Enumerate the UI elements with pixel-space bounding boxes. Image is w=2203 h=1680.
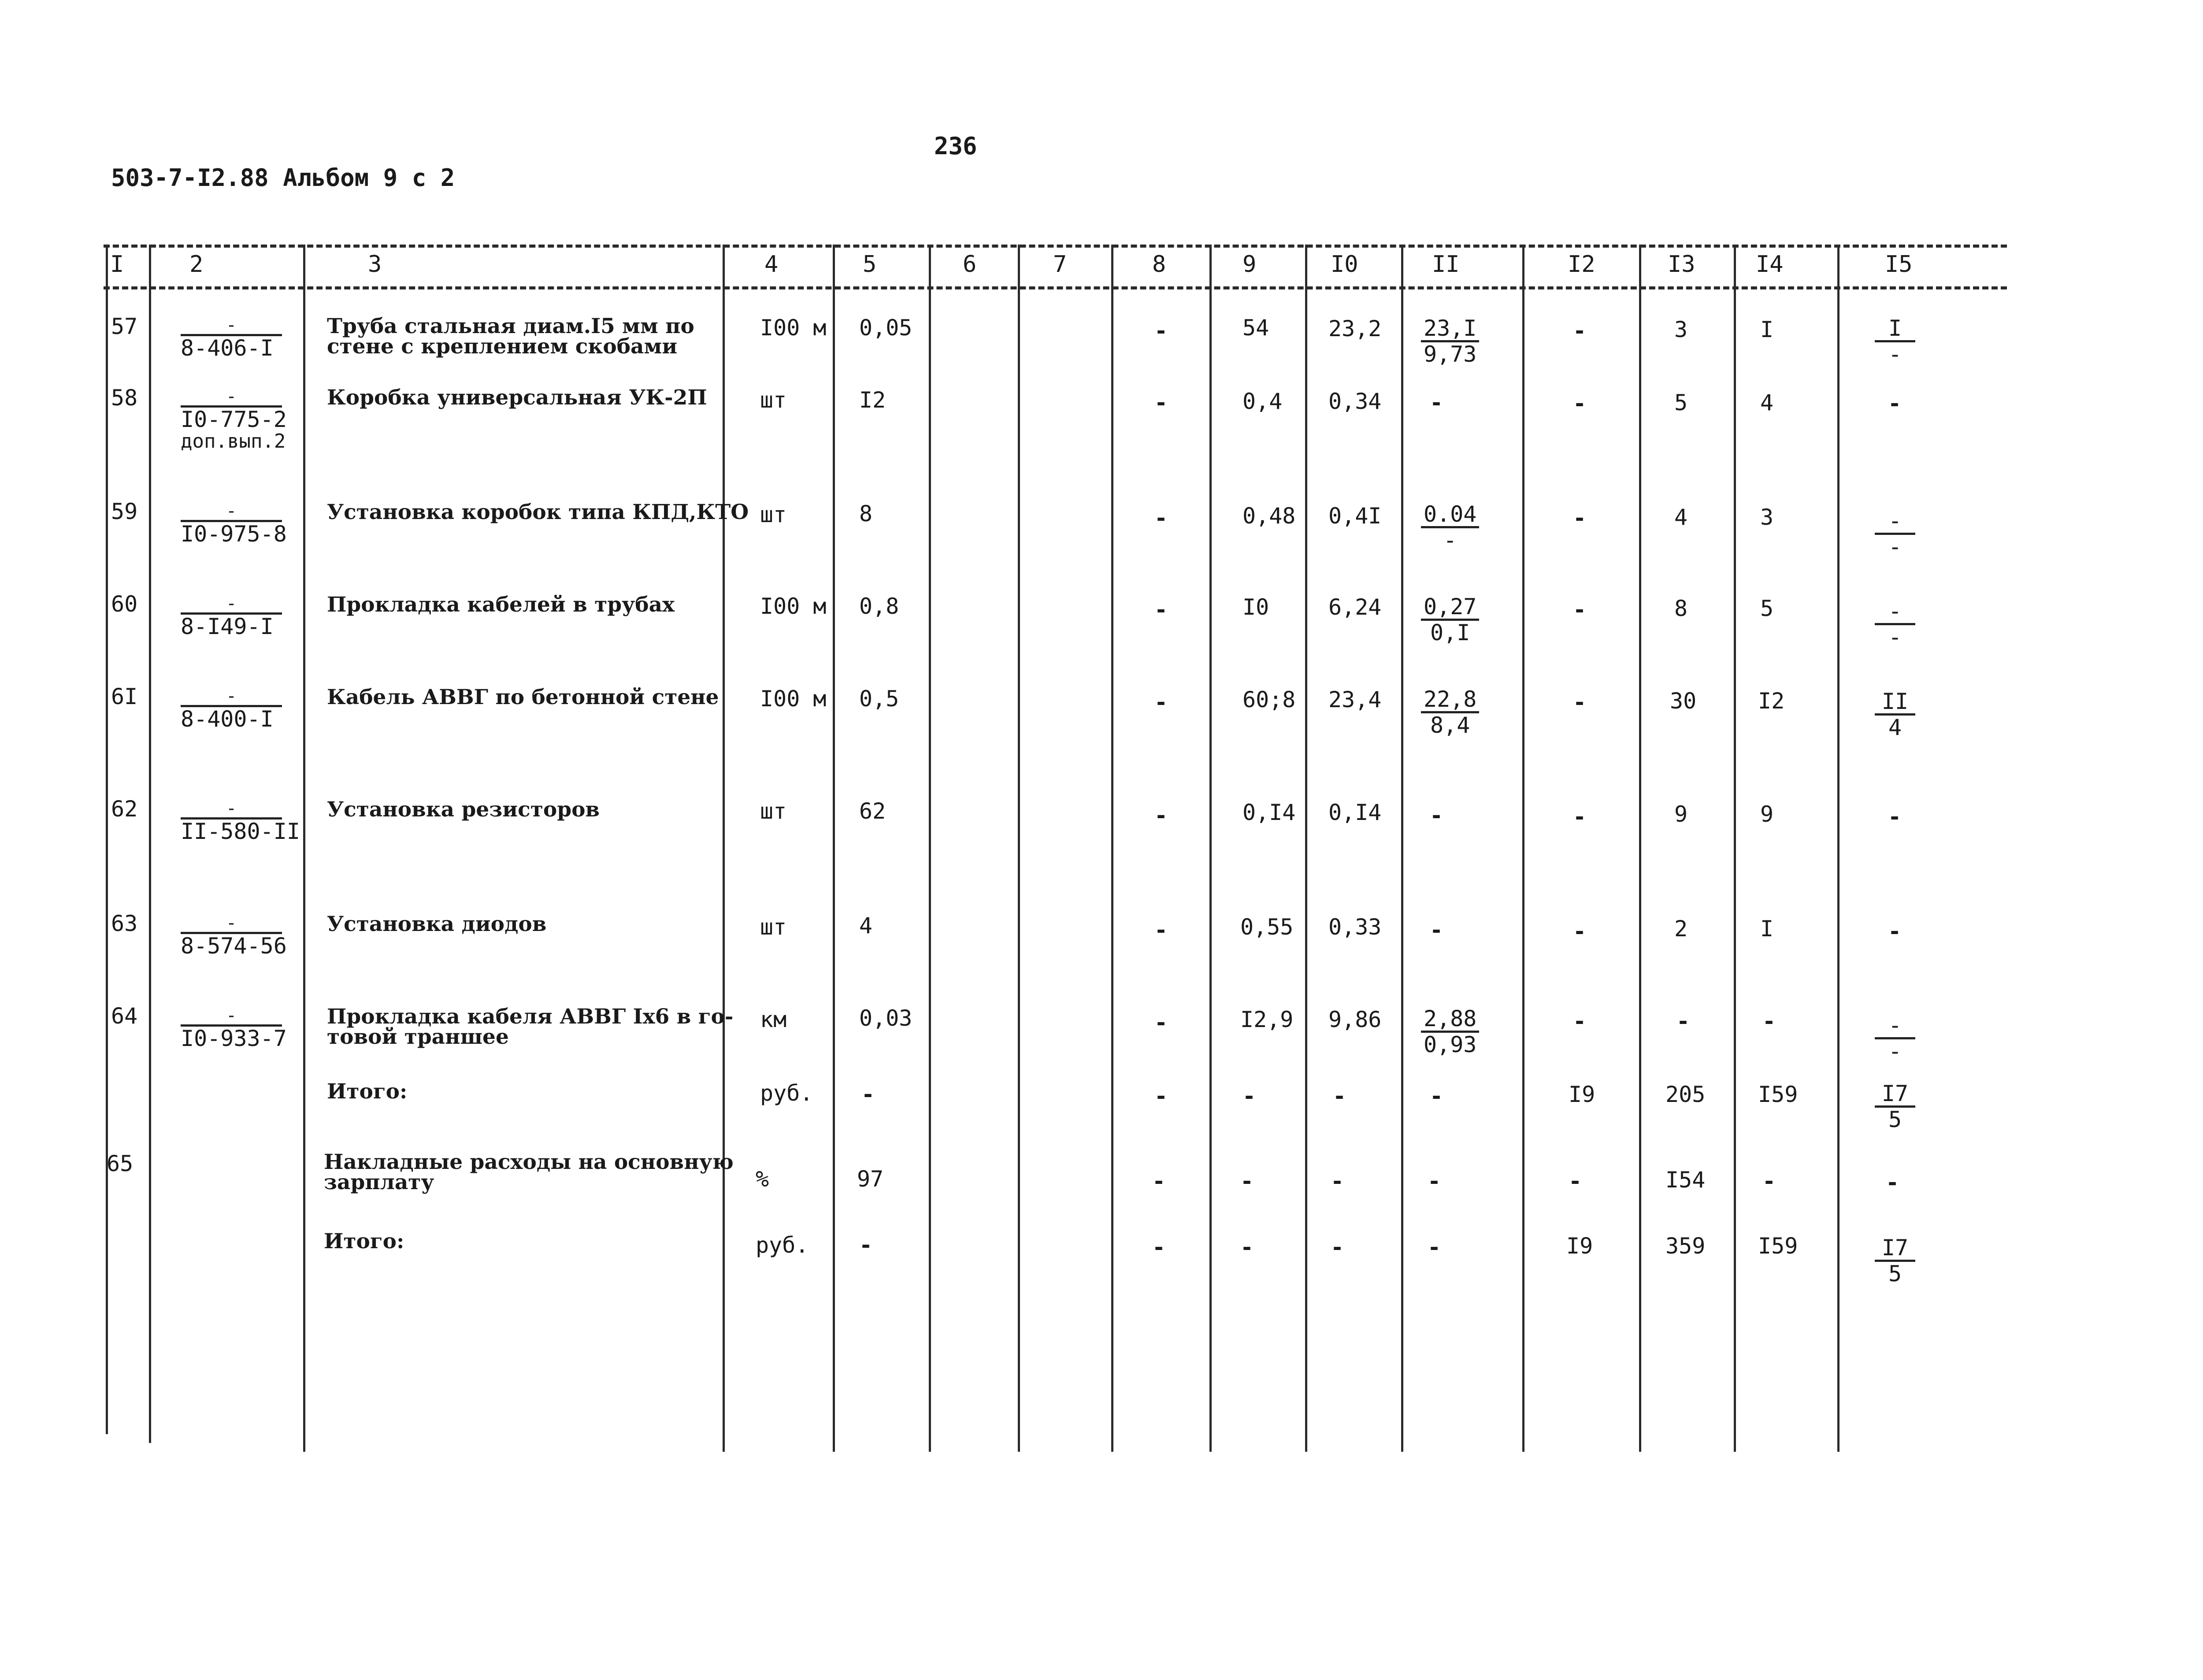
row-number: 57 [111,314,138,339]
price-code: - I0-975-8 [181,501,287,547]
description-line: зарплату [324,1170,434,1194]
col8: - [1154,803,1168,828]
column-divider [929,245,931,1452]
total-label: Итого: [327,1079,408,1104]
document-code: 503-7-I2.88 Альбом 9 с 2 [111,164,455,192]
col9: - [1240,1168,1254,1194]
col9: 60;8 [1242,687,1296,712]
header-top-rule [104,245,2007,248]
total-label: Итого: [324,1229,404,1254]
header-bottom-rule [104,286,2007,289]
col11: - [1430,917,1443,943]
col9: 0,48 [1242,503,1296,529]
col14: I [1760,916,1774,942]
description-line: Установка резисторов [327,797,600,822]
col14: 9 [1760,801,1774,827]
col15: - - [1875,509,1915,559]
quantity: - [859,1232,873,1258]
row-number: 58 [111,385,138,411]
col13: 205 [1665,1082,1706,1107]
col9: 54 [1242,315,1269,341]
col8: - [1154,597,1168,623]
description-line: Прокладка кабеля АВВГ Iх6 в го- [327,1005,734,1029]
col10: 23,4 [1328,687,1382,712]
col9: - [1240,1235,1254,1260]
col15: - [1886,1170,1899,1195]
column-divider [723,245,725,1452]
col10: 0,I4 [1328,800,1382,825]
col12: - [1573,391,1587,416]
unit: I00 м [760,315,827,341]
col12: - [1573,597,1587,623]
quantity: I2 [859,387,886,413]
col11: - [1428,1235,1441,1260]
column-header: I3 [1668,251,1695,278]
col13: 4 [1674,504,1688,530]
col12: - [1573,505,1587,531]
col12: - [1573,690,1587,715]
column-divider [106,245,108,1434]
column-header: I2 [1568,251,1595,278]
col14: I59 [1758,1233,1798,1259]
col11: $\frac{23,I}{9,73}$ [1421,316,1479,366]
col14: I59 [1758,1082,1798,1107]
description-line: товой траншее [327,1025,509,1049]
description-line: Накладные расходы на основную [324,1150,734,1174]
price-code: - 8-574-56 [181,913,287,959]
col13: 5 [1674,390,1688,415]
col11: - [1428,1168,1441,1194]
col14: - [1762,1009,1776,1034]
column-divider [1522,245,1524,1452]
quantity: 0,03 [859,1005,912,1031]
column-divider [1305,245,1307,1452]
column-divider [1209,245,1212,1452]
col8: - [1154,390,1168,415]
column-divider [1111,245,1113,1452]
description-line: Установка коробок типа КПД,КТО [327,500,749,524]
column-header: 4 [764,251,779,278]
col8: - [1152,1235,1166,1260]
col14: - [1762,1168,1776,1194]
unit: шт [760,914,787,940]
unit: шт [760,387,787,413]
unit: км [760,1007,787,1032]
col13: 2 [1674,916,1688,942]
col9: I0 [1242,594,1269,620]
column-divider [1734,245,1736,1452]
col10: 0,33 [1328,914,1382,940]
column-header: 9 [1242,251,1257,278]
col8: - [1154,917,1168,943]
col15: $\frac{II}{4}$ [1875,690,1915,739]
col13: 359 [1665,1233,1706,1259]
col13: - [1676,1009,1690,1034]
price-code: - II-580-II [181,798,300,844]
col10: 9,86 [1328,1007,1382,1032]
row-number: 60 [111,591,138,617]
col14: 4 [1760,390,1774,415]
col13: I54 [1665,1167,1706,1193]
unit: I00 м [760,686,827,712]
column-header: I4 [1756,251,1784,278]
col9: 0,I4 [1242,800,1296,825]
col8: - [1154,1010,1168,1035]
quantity: - [861,1082,875,1107]
description-line: Коробка универсальная УК-2П [327,386,707,410]
page-number: 236 [934,132,977,160]
price-code: - 8-400-I [181,687,304,731]
col14: 5 [1760,596,1774,621]
col15: - [1888,804,1902,830]
col8: - [1152,1168,1166,1194]
col8: - [1154,505,1168,531]
col13: 3 [1674,317,1688,342]
quantity: 62 [859,798,886,824]
col15: - - [1875,599,1915,649]
col14: I2 [1758,688,1785,714]
description-line: стене с креплением скобами [327,334,678,359]
price-code: - 8-406-I [181,316,304,360]
col12: I9 [1566,1233,1593,1259]
description-line: Труба стальная диам.I5 мм по [327,314,694,338]
col10: - [1333,1083,1346,1109]
unit: шт [760,502,787,527]
unit: % [756,1166,769,1192]
col11: $\frac{0,27}{0,I}$ [1421,595,1479,645]
column-divider [1837,245,1840,1452]
col10: 0,34 [1328,389,1382,414]
row-number: 6I [111,684,138,709]
col15: - - [1875,1013,1915,1063]
description-line: Кабель АВВГ по бетонной стене [327,685,719,709]
col8: - [1154,318,1168,344]
col10: 0,4I [1328,503,1382,529]
unit: руб. [756,1232,809,1258]
col9: - [1242,1083,1256,1109]
col15: - [1888,919,1902,944]
col13: 9 [1674,801,1688,827]
price-code: - I0-775-2 доп.вып.2 [181,386,287,452]
unit: I00 м [760,593,827,619]
column-divider [1018,245,1020,1452]
column-divider [1401,245,1403,1452]
col15: $\frac{I7}{5}$ [1875,1236,1915,1286]
col12: - [1573,804,1587,830]
col11: - [1430,390,1443,415]
column-header: II [1432,251,1460,278]
col15: - [1888,391,1902,416]
row-number: 65 [107,1151,134,1176]
col8: - [1154,690,1168,715]
col12: - [1573,318,1587,344]
col13: 8 [1674,596,1688,621]
col12: - [1573,919,1587,944]
quantity: 0,5 [859,686,899,712]
column-header: 8 [1152,251,1166,278]
column-header: 5 [863,251,877,278]
col12: - [1573,1009,1587,1034]
col14: I [1760,317,1774,342]
column-header: 6 [963,251,977,278]
col9: 0,4 [1242,389,1283,414]
col9: 0,55 [1240,914,1294,940]
unit: руб. [760,1080,813,1106]
column-divider [1639,245,1641,1452]
quantity: 97 [857,1166,884,1192]
col10: - [1331,1168,1344,1194]
col12: I9 [1569,1082,1595,1107]
price-code: - I0-933-7 [181,1005,287,1051]
unit: шт [760,798,787,824]
col10: 6,24 [1328,594,1382,620]
column-header: 7 [1053,251,1067,278]
column-header: I [110,251,124,278]
quantity: 0,8 [859,593,899,619]
col14: 3 [1760,504,1774,530]
col11: - [1430,1083,1443,1109]
column-header: 2 [189,251,204,278]
row-number: 64 [111,1003,138,1029]
col9: I2,9 [1240,1007,1294,1032]
column-divider [833,245,835,1452]
description-line: Установка диодов [327,912,547,936]
column-header: I5 [1885,251,1913,278]
quantity: 8 [859,501,873,527]
column-header: 3 [368,251,382,278]
col8: - [1154,1083,1168,1109]
col15: $\frac{I7}{5}$ [1875,1082,1915,1131]
col12: - [1569,1168,1582,1194]
row-number: 59 [111,499,138,524]
column-header: I0 [1331,251,1358,278]
col10: 23,2 [1328,316,1382,341]
quantity: 4 [859,913,873,938]
row-number: 63 [111,911,138,936]
col15: I - [1875,316,1915,366]
col13: 30 [1670,688,1697,714]
quantity: 0,05 [859,315,912,341]
col11: $\frac{2,88}{0,93}$ [1421,1007,1479,1057]
column-divider [149,245,151,1443]
col11: $\frac{22,8}{8,4}$ [1421,687,1479,737]
col11: 0.04 - [1421,502,1479,552]
price-code: - 8-I49-I [181,595,304,638]
col11: - [1430,803,1443,828]
row-number: 62 [111,796,138,822]
col10: - [1331,1235,1344,1260]
description-line: Прокладка кабелей в трубах [327,593,675,617]
